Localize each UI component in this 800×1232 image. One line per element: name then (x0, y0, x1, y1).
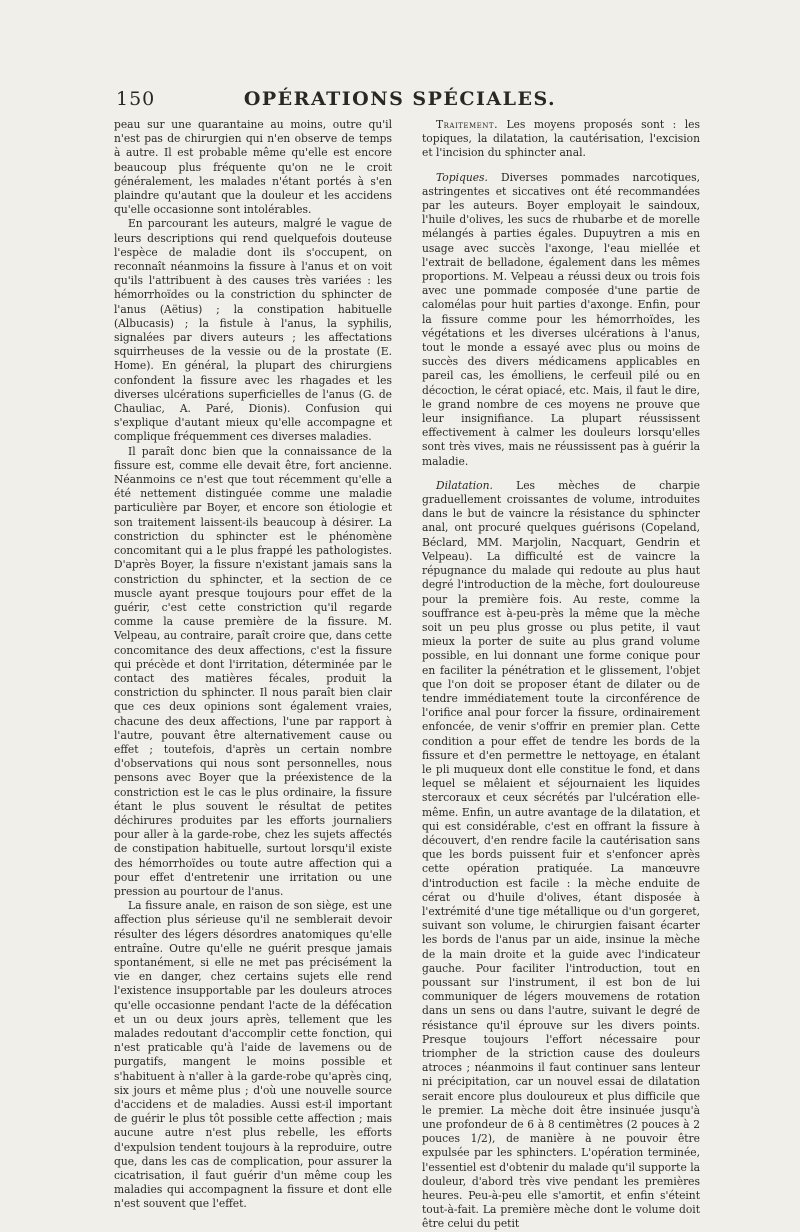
page-header (110, 88, 690, 114)
paragraph: En parcourant les auteurs, malgré le vague de leurs descriptions qui rend quelquefois douteuse l'espèce de maladie dont ils s'occupent, on reconnaît néanmoins la fissure à l'anus et on voit qu'ils l'attribuent à des causes très variées : les hémorrhoïdes ou la constriction du sphincter de l'anus (Aëtius) ; la constipation habituelle (Albucasis) ; la fistule à l'anus, la syphilis, signalées par divers auteurs ; les affectations squirrheuses de la vessie ou de la prostate (E. Home). En général, la plupart des chirurgiens confondent la fissure avec les rhagades et les diverses ulcérations superficielles de l'anus (G. de Chauliac, A. Paré, Dionis). Confusion qui s'explique d'autant mieux qu'elle accompagne et complique fréquemment ces diverses maladies. (114, 217, 392, 444)
paragraph-dilatation (422, 479, 700, 1232)
paragraph: peau sur une quarantaine au moins, outre qu'il n'est pas de chirurgien qui n'en observe de temps à autre. Il est probable même qu'elle est encore beaucoup plus fréquente qu'on ne le croit généralement, les malades n'étant portés à s'en plaindre qu'autant que la douleur et les accidens qu'elle occasionne sont intolérables. (114, 118, 392, 217)
paragraph-text: Les moyens proposés sont : les topiques, la dilatation, la cautérisation, l'excision et l'incision du sphincter anal. (422, 118, 700, 160)
page-number: 150 (116, 88, 156, 110)
running-title: OPÉRATIONS SPÉCIALES. (243, 88, 557, 110)
paragraph-topiques (422, 171, 700, 469)
section-label: Dilatation. (436, 478, 493, 492)
paragraph: Il paraît donc bien que la connaissance de la fissure est, comme elle devait être, fort ancienne. Néanmoins ce n'est que tout récemment qu'elle a été nettement distinguée comme une maladie particulière par Boyer, et encore son étiologie et son traitement laissent-ils beaucoup à désirer. La constriction du sphincter est le phénomène concomitant qui a le plus frappé les pathologistes. D'après Boyer, la fissure n'existant jamais sans la constriction du sphincter, et la section de ce muscle ayant presque toujours pour effet de la guérir, c'est cette constriction qu'il regarde comme la cause première de la fissure. M. Velpeau, au contraire, paraît croire que, dans cette concomitance des deux affections, c'est la fissure qui précède et dont l'irritation, déterminée par le contact des matières fécales, produit la constriction du sphincter. Il nous paraît bien clair que ces deux opinions sont également vraies, chacune des deux affections, l'une par rapport à l'autre, pouvant être alternativement cause ou effet ; toutefois, d'après un certain nombre d'observations qui nous sont personnelles, nous pensons avec Boyer que la préexistence de la constriction est le cas le plus ordinaire, la fissure étant le plus souvent le résultat de petites déchirures produites par les efforts journaliers pour aller à la garde-robe, chez les sujets affectés de constipation habituelle, surtout lorsqu'il existe des hémorrhoïdes ou toute autre affection qui a pour effet d'entretenir une irritation ou une pression au pourtour de l'anus. (114, 444, 392, 898)
paragraph-traitement (422, 118, 700, 161)
section-label: Traitement. (436, 118, 498, 131)
section-label: Topiques. (436, 170, 488, 184)
left-column (114, 118, 392, 1212)
paragraph-text: Diverses pommades narcotiques, astringentes et siccatives ont été recommandées par les auteurs. Boyer employait le saindoux, l'huile d'olives, les sucs de rhubarbe et de morelle mélangés à parties égales. Dupuytren a mis en usage avec succès l'axonge, l'eau miellée et l'extrait de belladone, également dans les mêmes proportions. M. Velpeau a réussi deux ou trois fois avec une pommade composée d'une partie de calomélas pour huit parties d'axonge. Enfin, pour la fissure comme pour les hémorrhoïdes, les végétations et les diverses ulcérations à l'anus, tout le monde a essayé avec plus ou moins de succès des divers médicamens applicables en pareil cas, les émolliens, le cerfeuil pilé ou en décoction, le cérat opiacé, etc. Mais, il faut le dire, le grand nombre de ces moyens ne prouve que leur insignifiance. La plupart réussissent effectivement à calmer les douleurs lorsqu'elles sont très vives, mais ne réussissent pas à guérir la maladie. (422, 170, 700, 468)
right-column (422, 118, 700, 1232)
paragraph-text: Les mèches de charpie graduellement croissantes de volume, introduites dans le but de vaincre la résistance du sphincter anal, ont procuré quelques guérisons (Copeland, Béclard, MM. Marjolin, Nacquart, Gendrin et Velpeau). La difficulté est de vaincre la répugnance du malade qui redoute au plus haut degré l'introduction de la mèche, fort douloureuse pour la première fois. Au reste, comme la souffrance est à-peu-près la même que la mèche soit un peu plus grosse ou plus petite, il vaut mieux la porter de suite au plus grand volume possible, en lui donnant une forme conique pour en faciliter la pénétration et le glissement, l'objet que l'on doit se proposer étant de dilater ou de tendre immédiatement toute la circonférence de l'orifice anal pour forcer la fissure, ordinairement enfoncée, de venir s'offrir en premier plan. Cette condition a pour effet de tendre les bords de la fissure et d'en permettre le nettoyage, en étalant le pli muqueux dont elle constitue le fond, et dans lequel se mêlaient et séjournaient les liquides stercoraux et ceux sécrétés par l'ulcération elle-même. Enfin, un autre avantage de la dilatation, et qui est considérable, c'est en offrant la fissure à découvert, d'en rendre facile la cautérisation sans que les bords puissent fuir et s'enfoncer après cette opération pratiquée. La manœuvre d'introduction est facile : la mèche enduite de cérat ou d'huile d'olives, étant disposée à l'extrémité d'une tige métallique ou d'un gorgeret, suivant son volume, le chirurgien faisant écarter les bords de l'anus par un aide, insinue la mèche de la main droite et la guide avec l'indicateur gauche. Pour faciliter l'introduction, tout en poussant sur l'instrument, il est bon de lui communiquer de légers mouvemens de rotation dans un sens ou dans l'autre, suivant le degré de résistance qu'il éprouve sur les divers points. Presque toujours l'effort nécessaire pour triompher de la striction cause des douleurs atroces ; néanmoins il faut continuer sans lenteur ni précipitation, car un nouvel essai de dilatation serait encore plus douloureux et plus difficile que le premier. La mèche doit être insinuée jusqu'à une profondeur de 6 à 8 centimètres (2 pouces à 2 pouces 1/2), de manière à ne pouvoir être expulsée par les sphincters. L'opération terminée, l'essentiel est d'obtenir du malade qu'il supporte la douleur, d'abord très vive pendant les premières heures. Peu-à-peu elle s'amortit, et enfin s'éteint tout-à-fait. La première mèche dont le volume doit être celui du petit (422, 478, 700, 1231)
paragraph: La fissure anale, en raison de son siège, est une affection plus sérieuse qu'il ne semblerait devoir résulter des légers désordres anatomiques qu'elle entraîne. Outre qu'elle ne guérit presque jamais spontanément, si elle ne met pas précisément la vie en danger, chez certains sujets elle rend l'existence insupportable par les douleurs atroces qu'elle occasionne pendant l'acte de la défécation et un ou deux jours après, tellement que les malades redoutant d'accomplir cette fonction, qui n'est praticable qu'à l'aide de lavemens ou de purgatifs, mangent le moins possible et s'habituent à n'aller à la garde-robe qu'après cinq, six jours et même plus ; d'où une nouvelle source d'accidens et de maladies. Aussi est-il important de guérir le plus tôt possible cette affection ; mais aucune autre n'est plus rebelle, les efforts d'expulsion tendent toujours à la reproduire, outre que, dans les cas de complication, pour assurer la cicatrisation, il faut guérir d'un même coup les maladies qui accompagnent la fissure et dont elle n'est souvent que l'effet. (114, 899, 392, 1211)
